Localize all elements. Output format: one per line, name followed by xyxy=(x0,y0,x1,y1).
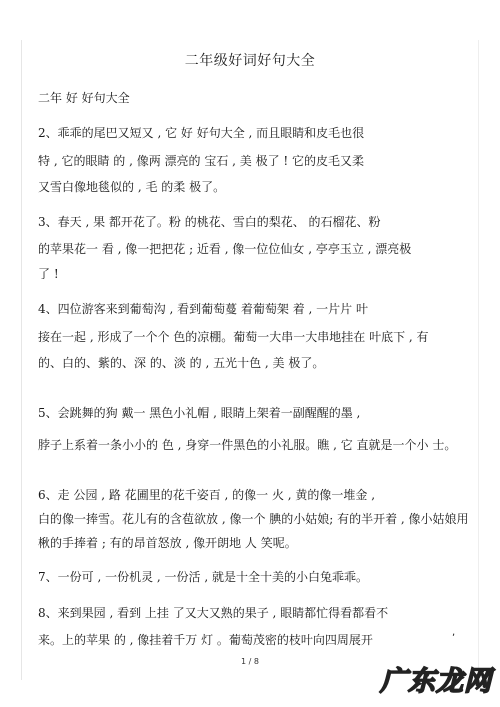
document-title: 二年级好词好句大全 xyxy=(184,53,316,69)
watermark-logo: 广东龙网 xyxy=(380,666,492,697)
text-line: 5、会跳舞的狗 戴一 黑色小礼帽 , 眼睛上架着一副醒醒的墨 , xyxy=(38,406,361,420)
text-line: 的、白的、紫的、深 的、淡 的 , 五光十色 , 美 极了。 xyxy=(38,356,325,370)
page-border-left xyxy=(21,40,22,680)
document-subtitle: 二年 好 好句大全 xyxy=(38,91,130,105)
text-line: 了 ! xyxy=(38,267,59,281)
page-border-right xyxy=(478,40,479,680)
page-number: 1 / 8 xyxy=(241,657,259,666)
text-line: 3、春天 , 果 都开花了。粉 的桃花、雪白的梨花、 的石榴花、粉 xyxy=(38,215,381,229)
text-line: 2、乖乖的尾巴又短又 , 它 好 好句大全 , 而且眼睛和皮毛也很 xyxy=(38,126,365,140)
text-line: 4、四位游客来到葡萄沟 , 看到葡萄蔓 着葡萄架 着 , 一片片 叶 xyxy=(38,302,368,316)
text-line: 7、一份可 , 一份机灵 , 一份活 , 就是十全十美的小白兔乖乖。 xyxy=(38,570,368,584)
text-line: 又雪白像地毯似的 , 毛 的柔 极了。 xyxy=(38,180,226,194)
text-line: 的苹果花一 看 , 像一把把花 ; 近看 , 像一位位仙女 , 亭亭玉立 , 漂亮极 xyxy=(38,242,412,256)
text-line: 楸的手捧着 ; 有的昂首怒放 , 像开朗地 人 笑呢。 xyxy=(38,536,297,550)
text-line: 接在一起 , 形成了一个个 色的凉棚。葡萄一大串一大串地挂在 叶底下 , 有 xyxy=(38,330,429,344)
text-line: 特 , 它的眼睛 的 , 像两 漂亮的 宝石 , 美 极了 ! 它的皮毛又柔 xyxy=(38,154,365,168)
trailing-mark: , xyxy=(452,627,456,638)
text-line: 脖子上系着一条小小的 色 , 身穿一件黑色的小礼服。瞧 , 它 直就是一个小 士。 xyxy=(38,438,457,452)
text-line: 6、走 公园 , 路 花圃里的花千姿百 , 的像一 火 , 黄的像一堆金 , xyxy=(38,488,376,502)
text-line: 来。上的苹果 的 , 像挂着千万 灯 。葡萄茂密的枝叶向四周展开 xyxy=(38,633,373,647)
text-line: 白的像一捧雪。花儿有的含苞欲放 , 像一个 腆的小姑娘; 有的半开着 , 像小姑娘用 xyxy=(38,512,469,526)
text-line: 8、来到果园 , 看到 上挂 了又大又熟的果子 , 眼睛都忙得看都看不 xyxy=(38,606,389,620)
